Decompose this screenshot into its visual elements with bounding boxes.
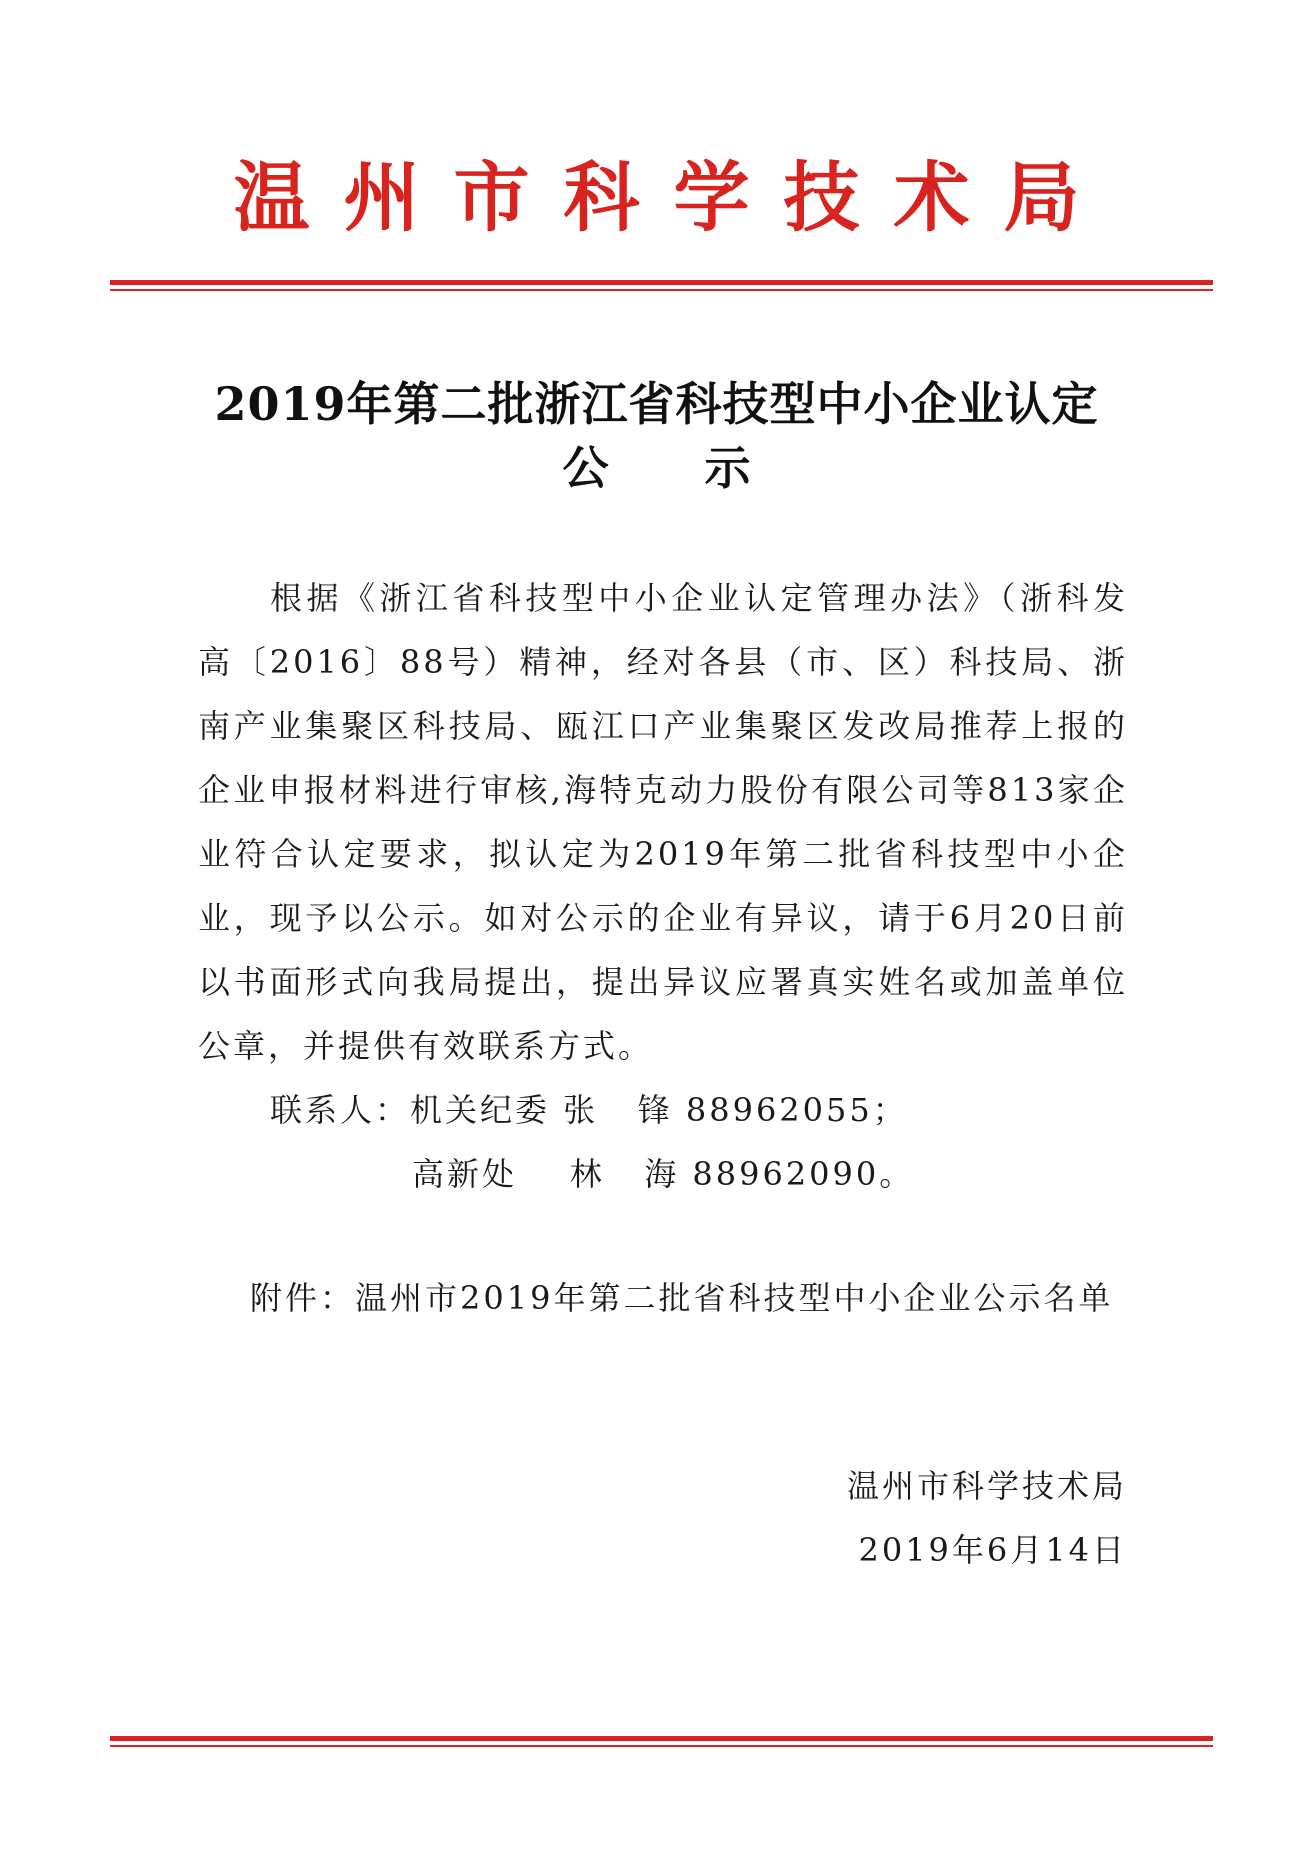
- footer-rule-thin: [110, 1745, 1213, 1747]
- contact-line-1: 联系人：机关纪委 张 锋 88962055；: [270, 1091, 908, 1129]
- notice-title: 2019年第二批浙江省科技型中小企业认定: [214, 377, 1099, 431]
- letterhead-agency-name: 温州市科学技术局: [233, 153, 1114, 242]
- footer-red-rule: [110, 1736, 1213, 1747]
- letterhead-title: [0, 153, 1313, 242]
- notice-body: 根据《浙江省科技型中小企业认定管理办法》（浙科发高〔2016〕88号）精神，经对各县（市、区）科技局、浙南产业集聚区科技局、瓯江口产业集聚区发改局推荐上报的企业申报材料进行审核,海特克动力股份有限公司等813家企业符合认定要求，拟认定为2019年第二批省科技型中小企业，现予以公示。如对公示的企业有异议，请于6月20日前以书面形式向我局提出，提出异议应署真实姓名或加盖单位公章，并提供有效联系方式。: [198, 579, 1128, 1065]
- notice-subtitle: 公 示: [562, 441, 791, 495]
- red-rule-thin: [110, 289, 1213, 291]
- contact-line-2: 高新处 林 海 88962090。: [412, 1155, 915, 1193]
- letterhead-red-rule: [110, 280, 1213, 291]
- attachment-note: 附件：温州市2019年第二批省科技型中小企业公示名单: [250, 1279, 1114, 1317]
- footer-rule-thick: [110, 1736, 1213, 1741]
- signature-date: 2019年6月14日: [858, 1531, 1127, 1569]
- red-rule-thick: [110, 280, 1213, 285]
- signature-organization: 温州市科学技术局: [846, 1467, 1127, 1505]
